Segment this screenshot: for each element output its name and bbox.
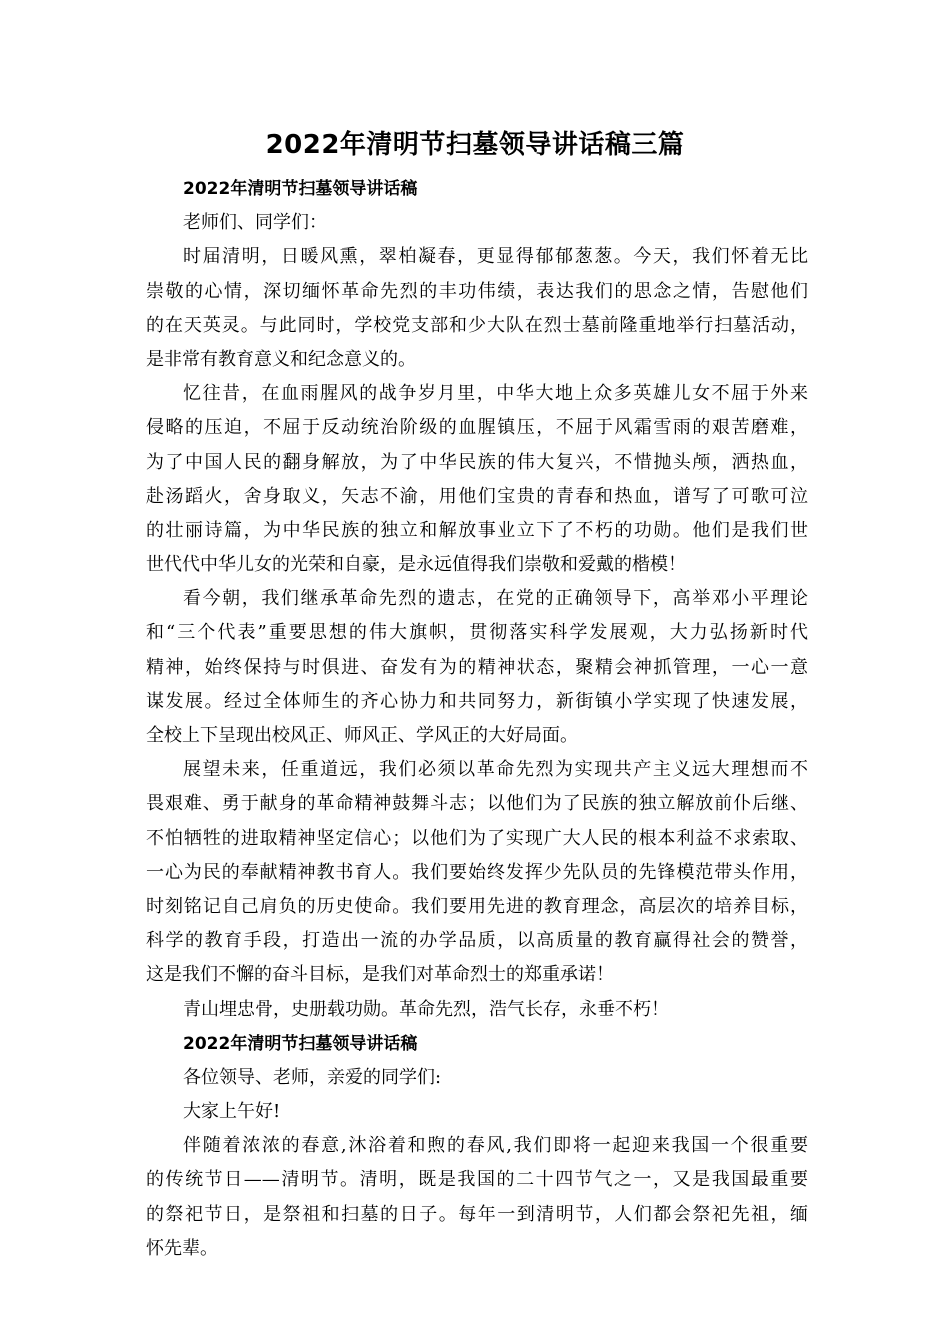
section-heading: 2022年清明节扫墓领导讲话稿 (183, 1033, 418, 1054)
paragraph-line: 畏艰难、勇于献身的革命精神鼓舞斗志；以他们为了民族的独立解放前仆后继、 (146, 793, 808, 815)
paragraph-line: 怀先辈。 (146, 1237, 218, 1259)
paragraph-line: 和“三个代表”重要思想的伟大旗帜，贯彻落实科学发展观，大力弘扬新时代 (146, 622, 808, 644)
paragraph-line: 一心为民的奉献精神教书育人。我们要始终发挥少先队员的先锋模范带头作用， (146, 861, 808, 883)
paragraph-line: 看今朝，我们继承革命先烈的遗志，在党的正确领导下，高举邓小平理论 (183, 588, 808, 610)
paragraph-line: 伴随着浓浓的春意,沐浴着和煦的春风,我们即将一起迎来我国一个很重要 (183, 1135, 808, 1157)
paragraph-line: 的传统节日——清明节。清明，既是我国的二十四节气之一，又是我国最重要 (146, 1169, 808, 1191)
paragraph-line: 忆往昔，在血雨腥风的战争岁月里，中华大地上众多英雄儿女不屈于外来 (183, 383, 808, 405)
paragraph-line: 这是我们不懈的奋斗目标，是我们对革命烈士的郑重承诺！ (146, 964, 614, 986)
paragraph-line: 的祭祀节日，是祭祖和扫墓的日子。每年一到清明节，人们都会祭祀先祖，缅 (146, 1203, 808, 1225)
paragraph-line: 世代代中华儿女的光荣和自豪，是永远值得我们崇敬和爱戴的楷模！ (146, 554, 686, 576)
section-heading: 2022年清明节扫墓领导讲话稿 (183, 179, 418, 199)
paragraph-line: 精神，始终保持与时俱进、奋发有为的精神状态，聚精会神抓管理，一心一意 (146, 656, 808, 678)
paragraph-line: 青山埋忠骨，史册载功勋。革命先烈，浩气长存，永垂不朽！ (183, 998, 669, 1020)
greeting: 大家上午好! (183, 1101, 281, 1123)
paragraph-line: 的壮丽诗篇，为中华民族的独立和解放事业立下了不朽的功勋。他们是我们世 (146, 519, 808, 541)
paragraph-line: 为了中国人民的翻身解放，为了中华民族的伟大复兴，不惜抛头颅，洒热血， (146, 451, 808, 473)
document-title: 2022年清明节扫墓领导讲话稿三篇 (265, 130, 685, 160)
greeting: 各位领导、老师，亲爱的同学们: (183, 1066, 442, 1088)
paragraph-line: 时届清明，日暖风熏，翠柏凝春，更显得郁郁葱葱。今天，我们怀着无比 (183, 246, 808, 268)
greeting: 老师们、同学们： (183, 212, 327, 234)
paragraph-line: 的在天英灵。与此同时，学校党支部和少大队在烈士墓前隆重地举行扫墓活动， (146, 314, 808, 336)
paragraph-line: 是非常有教育意义和纪念意义的。 (146, 348, 416, 370)
paragraph-line: 崇敬的心情，深切缅怀革命先烈的丰功伟绩，表达我们的思念之情，告慰他们 (146, 280, 808, 302)
paragraph-line: 侵略的压迫，不屈于反动统治阶级的血腥镇压，不屈于风霜雪雨的艰苦磨难， (146, 417, 808, 439)
paragraph-line: 科学的教育手段，打造出一流的办学品质，以高质量的教育赢得社会的赞誉， (146, 930, 808, 952)
paragraph-line: 展望未来，任重道远，我们必须以革命先烈为实现共产主义远大理想而不 (183, 759, 808, 781)
paragraph-line: 谋发展。经过全体师生的齐心协力和共同努力，新街镇小学实现了快速发展， (146, 690, 808, 712)
paragraph-line: 时刻铭记自己肩负的历史使命。我们要用先进的教育理念，高层次的培养目标， (146, 895, 808, 917)
paragraph-line: 全校上下呈现出校风正、师风正、学风正的大好局面。 (146, 725, 578, 746)
document-body (146, 172, 808, 1266)
paragraph-line: 赴汤蹈火，舍身取义，矢志不渝，用他们宝贵的青春和热血，谱写了可歌可泣 (146, 485, 808, 507)
paragraph-line: 不怕牺牲的进取精神坚定信心；以他们为了实现广大人民的根本利益不求索取、 (146, 827, 808, 849)
